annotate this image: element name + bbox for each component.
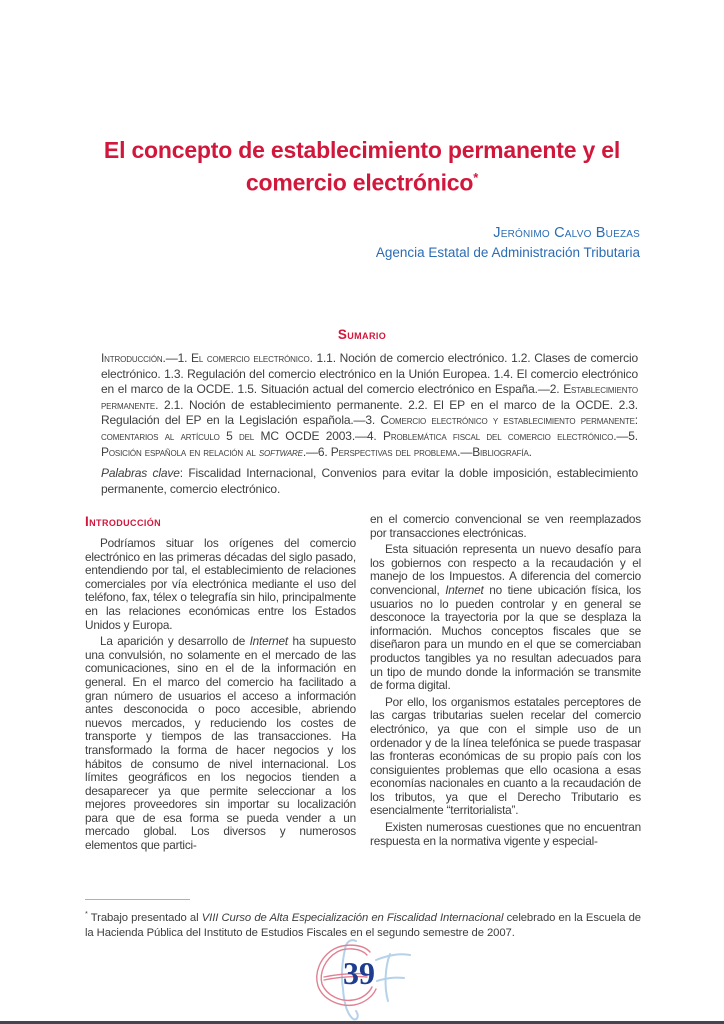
summary-text: Introducción.—1. El comercio electrónico. 1.1. Noción de comercio electrónico. 1.2. Clases de comercio electrónico. 1.3. Regulación del comercio electrónico en la Unión Europea. 1.4. El comercio electrónico en el marco de la OCDE. 1.5. Situación actual del comercio electrónico en España.—2. Establecimiento permanente. 2.1. Noción de establecimiento permanente. 2.2. El EP en el marco de la OCDE. 2.3. Regulación del EP en la Legislación española.—3. Comercio electrónico y establecimiento permanente: comentarios al artículo 5 del MC OCDE 2003.—4. Problemática fiscal del comercio electrónico.—5. Posición española en relación al software.—6. Perspectivas del problema.—Bibliografía. xyxy=(101,351,638,459)
title-line-1: El concepto de establecimiento permanente y el xyxy=(103,137,621,163)
body-paragraph: Existen numerosas cuestiones que no encuentran respuesta en la normativa vigente y especial- xyxy=(370,820,641,848)
footnote-text: * Trabajo presentado al VIII Curso de Alta Especialización en Fiscalidad Internacional celebrado en la Escuela de la Hacienda Pública del Instituto de Estudios Fiscales en el segundo semestre de 2007. xyxy=(85,909,641,940)
author-affiliation: Agencia Estatal de Administración Tributaria xyxy=(375,245,640,260)
summary-heading: Sumario xyxy=(337,327,387,342)
two-column-body xyxy=(85,513,641,897)
page-bottom-edge xyxy=(0,1021,724,1024)
body-paragraph: Por ello, los organismos estatales perceptores de las cargas tributarias suelen recelar del comercio electrónico, ya que con el simple uso de un ordenador y de la línea telefónica se puede traspasar las fronteras económicas de su propio país con los consiguientes problemas que ello ocasiona a esas economías nacionales en cuanto a la recaudación de los tributos, ya que el Derecho Tributario es esencialmente “territorialista”. xyxy=(370,694,641,818)
left-column xyxy=(85,513,356,897)
journal-logo xyxy=(293,937,458,1024)
body-paragraph: en el comercio convencional se ven reemplazados por transacciones electrónicas. xyxy=(370,513,641,540)
footnote-rule xyxy=(85,899,190,900)
right-column xyxy=(370,513,641,897)
body-paragraph: Esta situación representa un nuevo desafío para los gobiernos con respecto a la recaudación y el manejo de los Impuestos. A diferencia del comercio convencional, Internet no tiene ubicación física, los usuarios no lo pueden controlar y en general se desconoce la trayectoria por la que se desplaza la información. Muchos conceptos fiscales que se diseñaron para un mundo en el que se comerciaban productos tangibles ya no resultan adecuados para un tipo de mundo donde la información se transmite de forma digital. xyxy=(370,542,641,693)
body-paragraph: La aparición y desarrollo de Internet ha supuesto una convulsión, no solamente en el mercado de las comunicaciones, sino en el de la información en general. En el marco del comercio ha facilitado a gran número de usuarios el acceso a información antes desconocida o poco accesible, abriendo nuevos mercados, y reduciendo los costes de transporte y tiempos de las transacciones. Ha transformado la forma de hacer negocios y los hábitos de consumo de nivel internacional. Los límites geográficos en los negocios tienden a desaparecer ya que permite seleccionar a los mejores proveedores sin importar su localización para que de esa forma se pueda vender a un mercado global. Los diversos y numerosos elementos que partici- xyxy=(85,634,357,853)
keywords-text: Palabras clave: Fiscalidad Internacional, Convenios para evitar la doble imposición, establecimiento permanente, comercio electrónico. xyxy=(101,466,638,496)
title-footnote-marker: * xyxy=(473,170,479,185)
author-block xyxy=(376,225,640,260)
body-paragraph: Podríamos situar los orígenes del comercio electrónico en las primeras décadas del siglo pasado, entendiendo por tal, el establecimiento de relaciones comerciales por vía electrónica mediante el uso del teléfono, fax, télex o telegrafía sin hilo, principalmente en las relaciones económicas entre los Estados Unidos y Europa. xyxy=(85,536,356,632)
page-number: 39 xyxy=(343,955,375,991)
author-name: Jerónimo Calvo Buezas xyxy=(493,225,640,241)
page-title xyxy=(40,136,684,197)
introduction-heading: Introducción xyxy=(85,514,162,529)
title-line-2: comercio electrónico xyxy=(245,169,474,196)
